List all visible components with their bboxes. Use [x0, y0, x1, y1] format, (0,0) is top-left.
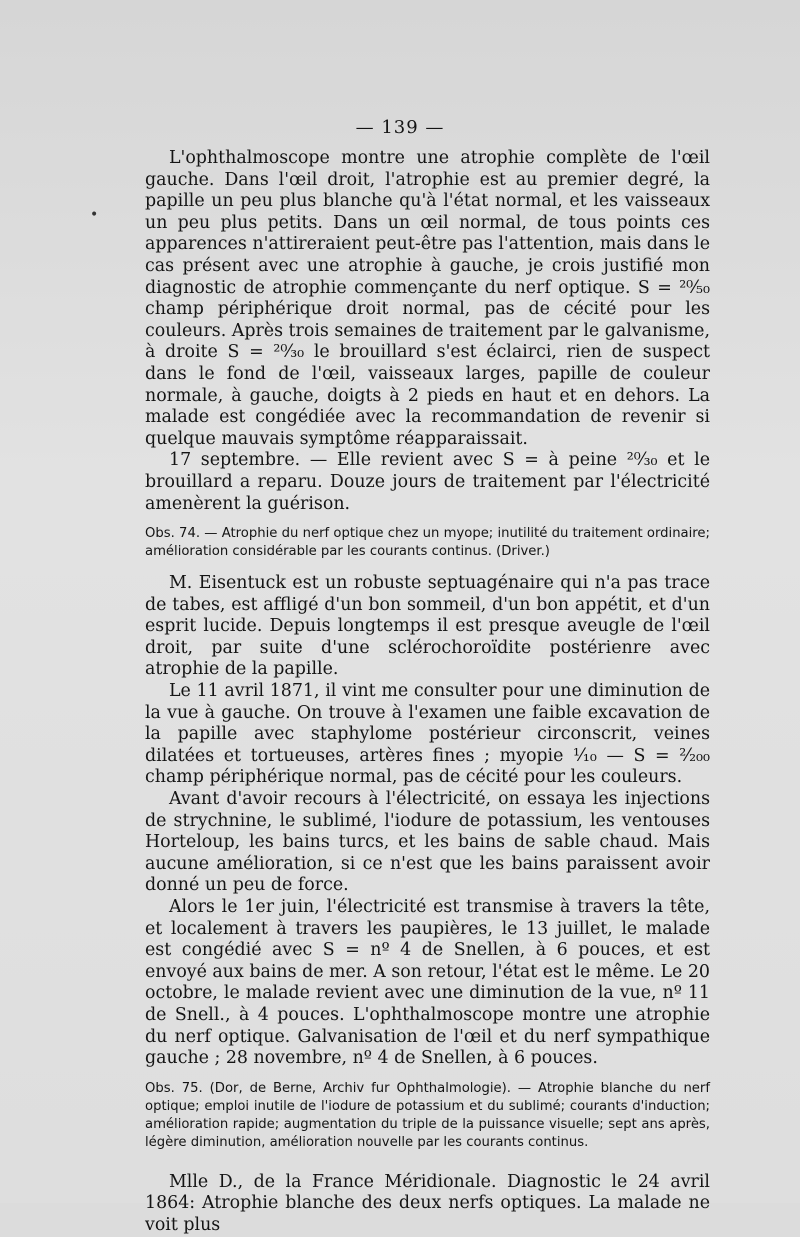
observation-75-heading: Obs. 75. (Dor, de Berne, Archiv fur Ophthalmologie). — Atrophie blanche du nerf optique; emploi inutile de l'iodure de potassium et du sublimé; courants d'induction; amélioration rapide; augmentation du triple de la puissance visuelle; sept ans après, légère diminution, amélioration nouvelle par les courants continus. — [145, 1080, 710, 1150]
page-number: — 139 — — [355, 117, 445, 138]
paragraph-avant-electricite: Avant d'avoir recours à l'électricité, on essaya les injections de strychnine, le sublimé, l'iodure de potassium, les ventouses Horteloup, les bains turcs, et les bains de sable chaud. Mais aucune amélioration, si ce n'est que les bains paraissent avoir donné un peu de force. — [145, 789, 710, 896]
spacer — [145, 1164, 710, 1172]
paragraph-11-avril: Le 11 avril 1871, il vint me consulter pour une diminution de la vue à gauche. On trouve à l'examen une faible excavation de la papille avec staphylome postérieur circonscrit, veines dilatées et tortueuses, artères fines ; myopie ¹⁄₁₀ — S = ²⁄₂₀₀ champ périphérique normal, pas de cécité pour les couleurs. — [145, 681, 710, 788]
paragraph-mlle-d: Mlle D., de la France Méridionale. Diagnostic le 24 avril 1864: Atrophie blanche des deux nerfs optiques. La malade ne voit plus — [145, 1171, 710, 1235]
paragraph-1er-juin: Alors le 1er juin, l'électricité est transmise à travers la tête, et localement à travers les paupières, le 13 juillet, le malade est congédié avec S = nº 4 de Snellen, à 6 pouces, et est envoyé aux bains de mer. A son retour, l'état est le même. Le 20 octobre, le malade revient avec une diminution de la vue, nº 11 de Snell., à 4 pouces. L'ophthalmoscope montre une atrophie du nerf optique. Galvanisation de l'œil et du nerf sympathique gauche ; 28 novembre, nº 4 de Snellen, à 6 pouces. — [145, 897, 710, 1069]
paragraph-17-septembre: 17 septembre. — Elle revient avec S = à peine ²⁰⁄₃₀ et le brouillard a reparu. Douze jours de traitement par l'électricité amenèrent la guérison. — [145, 450, 710, 514]
paragraph-eisentuck: M. Eisentuck est un robuste septuagénaire qui n'a pas trace de tabes, est affligé d'un bon sommeil, d'un bon appétit, et d'un esprit lucide. Depuis longtemps il est presque aveugle de l'œil droit, par suite d'une sclérochoroïdite postérienre avec atrophie de la papille. — [145, 573, 710, 680]
page-body — [145, 148, 710, 1237]
paragraph-ophthalmoscope: L'ophthalmoscope montre une atrophie complète de l'œil gauche. Dans l'œil droit, l'atrophie est au premier degré, la papille un peu plus blanche qu'à l'état normal, et les vaisseaux un peu plus petits. Dans un œil normal, de tous points ces apparences n'attireraient peut-être pas l'attention, mais dans le cas présent avec une atrophie à gauche, je crois justifié mon diagnostic de atrophie commençante du nerf optique. S = ²⁰⁄₅₀ champ périphérique droit normal, pas de cécité pour les couleurs. Après trois semaines de traitement par le galvanisme, à droite S = ²⁰⁄₃₀ le brouillard s'est éclairci, rien de suspect dans le fond de l'œil, vaisseaux larges, papille de couleur normale, à gauche, doigts à 2 pieds en haut et en dehors. La malade est congédiée avec la recommandation de revenir si quelque mauvais symptôme réapparaissait. — [145, 148, 710, 449]
margin-bullet-mark: • — [90, 207, 99, 223]
observation-74-heading: Obs. 74. — Atrophie du nerf optique chez un myope; inutilité du traitement ordinaire; amélioration considérable par les courants continus. (Driver.) — [145, 526, 710, 560]
